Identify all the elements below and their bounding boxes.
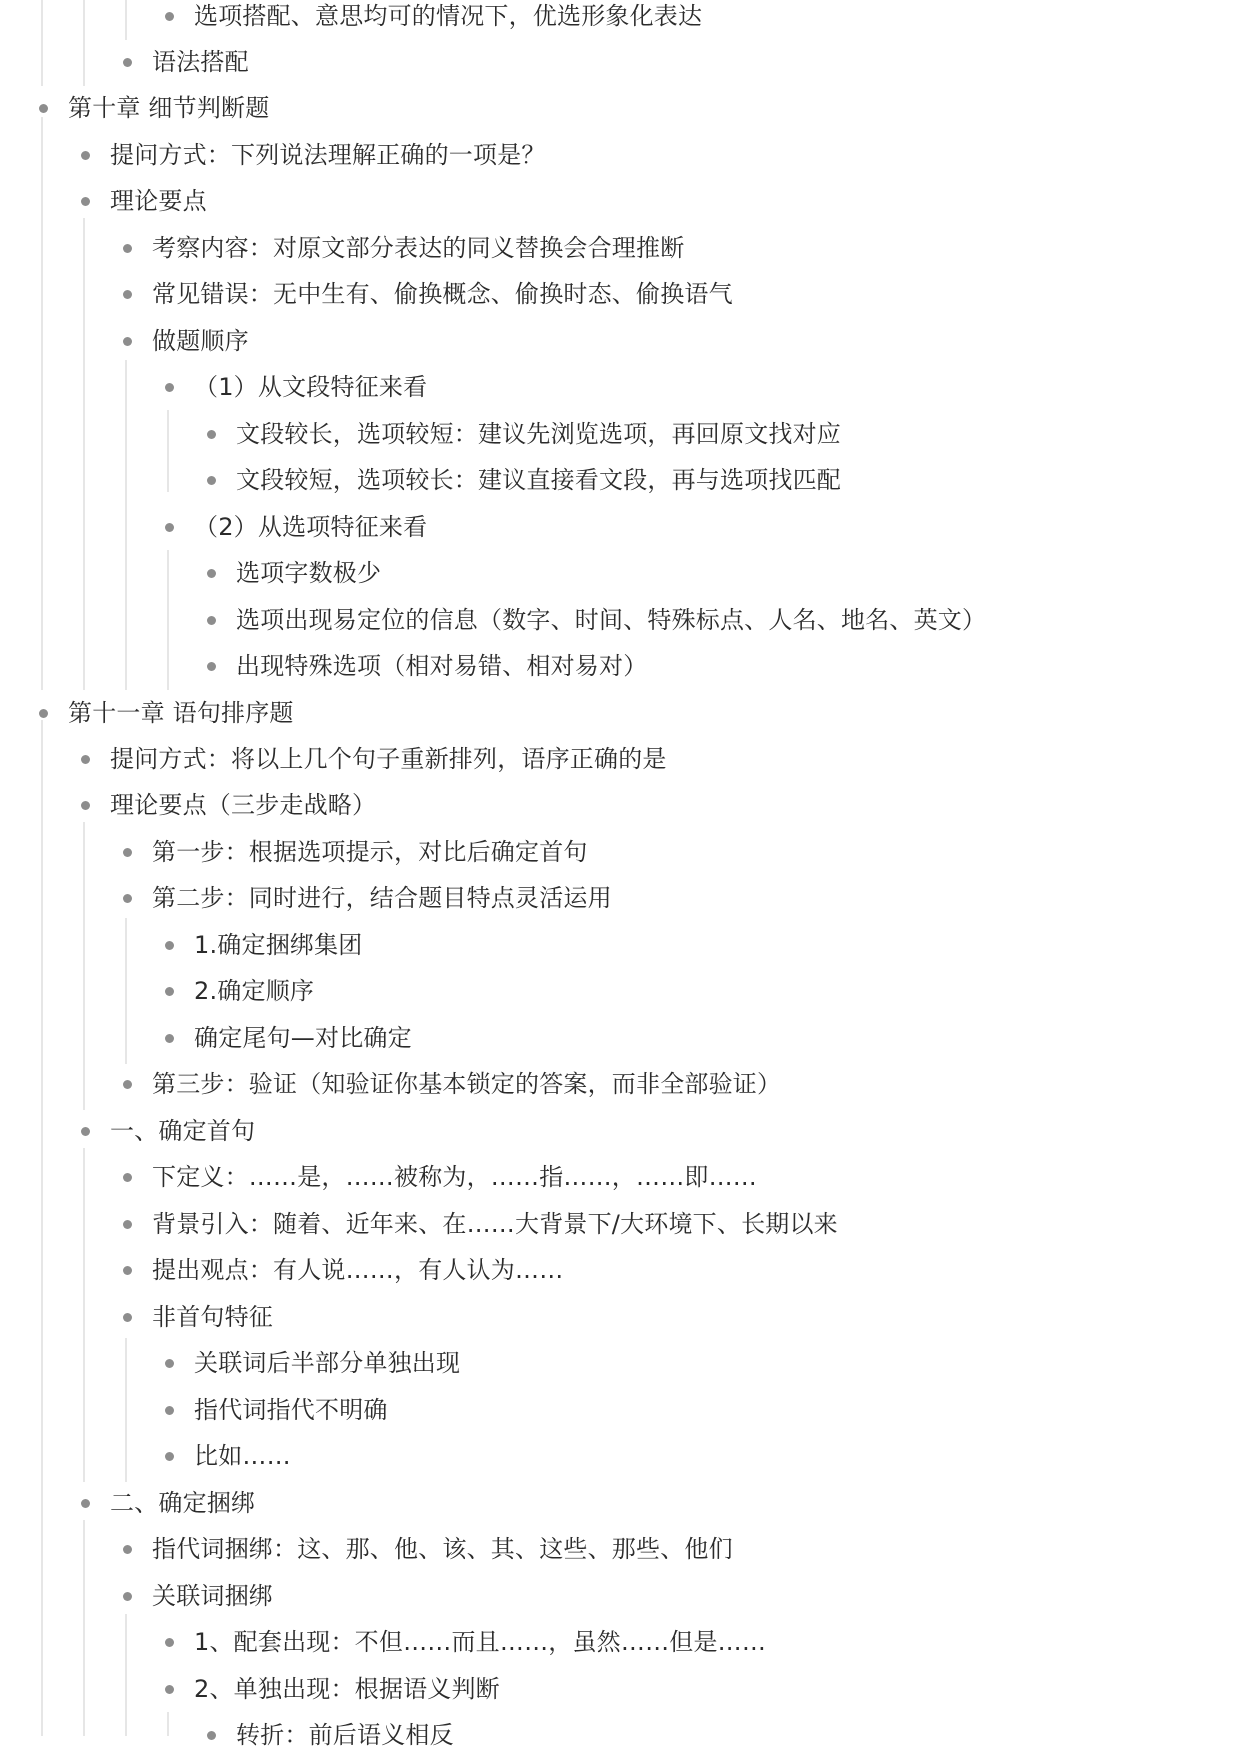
bullet-dot <box>207 616 216 625</box>
indent-guide-level-2 <box>83 1148 85 1482</box>
bullet-dot <box>165 1685 174 1694</box>
bullet-dot <box>165 12 174 21</box>
list-item-text: 比如…… <box>194 1442 291 1470</box>
bullet-dot <box>165 1638 174 1647</box>
indent-guide-level-3 <box>125 360 127 690</box>
list-item-text: 提问方式：将以上几个句子重新排列，语序正确的是 <box>110 745 667 773</box>
bullet-dot <box>123 894 132 903</box>
list-item-text: 第一步：根据选项提示，对比后确定首句 <box>152 838 588 866</box>
bullet-dot <box>207 569 216 578</box>
indent-guide-level-1 <box>41 720 43 1736</box>
bullet-dot <box>123 1173 132 1182</box>
bullet-dot <box>123 1545 132 1554</box>
list-item-text: 一、确定首句 <box>110 1117 256 1145</box>
list-item-text: 选项字数极少 <box>236 559 382 587</box>
indent-guide-level-2 <box>83 218 85 690</box>
indent-guide-level-1 <box>41 117 43 690</box>
bullet-dot <box>123 1220 132 1229</box>
list-item-text: 选项出现易定位的信息（数字、时间、特殊标点、人名、地名、英文） <box>236 606 987 634</box>
indent-guide-level-1 <box>41 0 43 86</box>
bullet-dot <box>165 383 174 392</box>
bullet-dot <box>207 476 216 485</box>
list-item-text: 指代词捆绑：这、那、他、该、其、这些、那些、他们 <box>152 1535 733 1563</box>
indent-guide-level-4 <box>167 410 169 492</box>
list-item-text: 1、配套出现：不但……而且……，虽然……但是…… <box>194 1628 767 1656</box>
bullet-dot <box>81 151 90 160</box>
indent-guide-level-3 <box>125 918 127 1064</box>
indent-guide-level-3 <box>125 0 127 40</box>
list-item-text: 理论要点（三步走战略） <box>110 791 377 819</box>
list-item-text: 考察内容：对原文部分表达的同义替换会合理推断 <box>152 234 685 262</box>
list-item-text: 2、单独出现：根据语义判断 <box>194 1675 500 1703</box>
list-item-text: 关联词后半部分单独出现 <box>194 1349 461 1377</box>
list-item-text: 1.确定捆绑集团 <box>194 931 363 959</box>
bullet-dot <box>81 1499 90 1508</box>
bullet-dot <box>81 1127 90 1136</box>
bullet-dot <box>123 1080 132 1089</box>
list-item-text: 提出观点：有人说……，有人认为…… <box>152 1256 564 1284</box>
bullet-dot <box>123 1313 132 1322</box>
bullet-dot <box>81 197 90 206</box>
indent-guide-level-2 <box>83 1520 85 1736</box>
list-item-text: （2）从选项特征来看 <box>194 513 428 541</box>
bullet-dot <box>165 941 174 950</box>
list-item-text: 指代词指代不明确 <box>194 1396 388 1424</box>
bullet-dot <box>207 430 216 439</box>
list-item-text: 做题顺序 <box>152 327 249 355</box>
bullet-dot <box>123 58 132 67</box>
list-item-text: 理论要点 <box>110 187 207 215</box>
list-item-text: 语法搭配 <box>152 48 249 76</box>
list-item-text: 2.确定顺序 <box>194 977 315 1005</box>
bullet-dot <box>165 1359 174 1368</box>
indent-guide-level-2 <box>83 822 85 1110</box>
indent-guide-level-3 <box>125 1338 127 1482</box>
indent-guide-level-4 <box>167 550 169 690</box>
indent-guide-level-4 <box>167 1712 169 1736</box>
bullet-dot <box>207 662 216 671</box>
bullet-dot <box>165 523 174 532</box>
list-item-text: 第二步：同时进行，结合题目特点灵活运用 <box>152 884 612 912</box>
list-item-text: 提问方式：下列说法理解正确的一项是？ <box>110 141 546 169</box>
bullet-dot <box>39 104 48 113</box>
list-item-text: 第三步：验证（知验证你基本锁定的答案，而非全部验证） <box>152 1070 782 1098</box>
bullet-dot <box>165 1034 174 1043</box>
chapter-title: 第十章 细节判断题 <box>68 94 270 122</box>
bullet-dot <box>165 1452 174 1461</box>
bullet-dot <box>123 290 132 299</box>
chapter-title: 第十一章 语句排序题 <box>68 699 294 727</box>
list-item-text: 确定尾句—对比确定 <box>194 1024 412 1052</box>
bullet-dot <box>165 1406 174 1415</box>
list-item-text: 文段较长，选项较短：建议先浏览选项，再回原文找对应 <box>236 420 841 448</box>
bullet-dot <box>123 244 132 253</box>
list-item-text: 下定义：……是，……被称为，……指……，……即…… <box>152 1163 757 1191</box>
list-item-text: 文段较短，选项较长：建议直接看文段，再与选项找匹配 <box>236 466 841 494</box>
bullet-dot <box>39 709 48 718</box>
list-item-text: 背景引入：随着、近年来、在……大背景下/大环境下、长期以来 <box>152 1210 838 1238</box>
list-item-text: 二、确定捆绑 <box>110 1489 256 1517</box>
list-item-text: 常见错误：无中生有、偷换概念、偷换时态、偷换语气 <box>152 280 733 308</box>
bullet-dot <box>81 755 90 764</box>
list-item-text: 出现特殊选项（相对易错、相对易对） <box>236 652 648 680</box>
indent-guide-level-2 <box>83 0 85 86</box>
bullet-dot <box>123 1592 132 1601</box>
bullet-dot <box>123 337 132 346</box>
bullet-dot <box>81 801 90 810</box>
list-item-text: 选项搭配、意思均可的情况下，优选形象化表达 <box>194 2 703 30</box>
bullet-dot <box>165 987 174 996</box>
indent-guide-level-3 <box>125 1614 127 1736</box>
bullet-dot <box>123 1266 132 1275</box>
list-item-text: （1）从文段特征来看 <box>194 373 428 401</box>
list-item-text: 关联词捆绑 <box>152 1582 273 1610</box>
bullet-dot <box>123 848 132 857</box>
list-item-text: 非首句特征 <box>152 1303 273 1331</box>
list-item-text: 转折：前后语义相反 <box>236 1721 454 1749</box>
